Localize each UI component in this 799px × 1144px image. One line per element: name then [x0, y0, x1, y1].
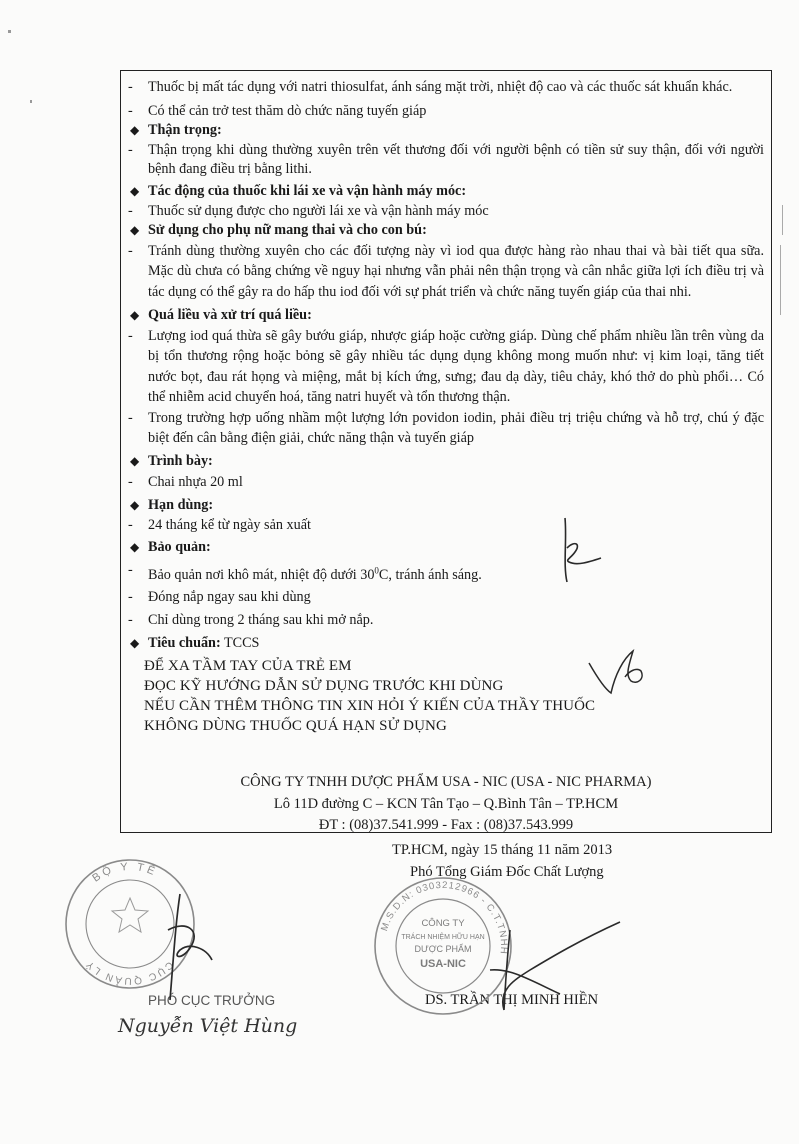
list-item: - Có thể cản trở test thăm dò chức năng tuyến giáp — [128, 102, 427, 119]
list-item: - Đóng nắp ngay sau khi dùng — [128, 589, 311, 606]
svg-text:TRÁCH NHIỆM HỮU HẠN: TRÁCH NHIỆM HỮU HẠN — [401, 934, 485, 941]
svg-text:DƯỢC PHẨM: DƯỢC PHẨM — [414, 944, 472, 954]
authority-signature — [150, 890, 220, 1010]
svg-text:USA-NIC: USA-NIC — [420, 958, 466, 970]
section-heading: ◆ Thận trọng: — [124, 121, 764, 141]
list-item-text: Chỉ dùng trong 2 tháng sau khi mở nắp. — [148, 611, 374, 628]
edge-mark — [8, 30, 11, 33]
diamond-bullet-icon: ◆ — [130, 498, 140, 513]
svg-text:CÔNG TY: CÔNG TY — [421, 918, 465, 929]
section-heading: ◆ Trình bày: — [124, 452, 764, 472]
svg-text:M.S.D.N: 0303212966 - C.T.TNHH: M.S.D.N: 0303212966 - C.T.TNHH — [379, 879, 510, 956]
list-item-text: Thận trọng khi dùng thường xuyên trên vết thương đối với người bệnh có tiền sử suy thận, đối với người bệnh đang điều trị bằng lithi. — [148, 141, 764, 178]
list-item: - Thuốc sử dụng được cho người lái xe và vận hành máy móc — [128, 202, 489, 219]
list-item-text: 24 tháng kể từ ngày sản xuất — [148, 516, 311, 533]
standard-value: TCCS — [220, 635, 260, 652]
authority-name-signature: Nguyễn Việt Hùng — [118, 1015, 298, 1037]
list-item-text: Trong trường hợp uống nhầm một lượng lớn povidon iodin, phải điều trị triệu chứng và hỗ trợ, chú ý đặc biệt đến cân bằng điện giải, chức năng thận và tuyến giáp — [148, 409, 764, 447]
list-item: - Chai nhựa 20 ml — [128, 474, 243, 491]
section-heading: ◆ Tác động của thuốc khi lái xe và vận hành máy móc: — [124, 182, 764, 202]
diamond-bullet-icon: ◆ — [130, 308, 140, 323]
signer-name: DS. TRẦN THỊ MINH HIỀN — [425, 992, 599, 1008]
list-item-text: Có thể cản trở test thăm dò chức năng tuyến giáp — [148, 102, 427, 119]
list-item-text: Thuốc sử dụng được cho người lái xe và vận hành máy móc — [148, 202, 489, 219]
warning-line: KHÔNG DÙNG THUỐC QUÁ HẠN SỬ DỤNG — [144, 717, 447, 734]
edge-mark — [782, 205, 799, 235]
company-address: Lô 11D đường C – KCN Tân Tạo – Q.Bình Tân – TP.HCM — [273, 796, 619, 812]
diamond-bullet-icon: ◆ — [130, 223, 140, 238]
section-heading: ◆ Tiêu chuẩn: TCCS — [124, 634, 764, 654]
deputy-title: Phó Tổng Giám Đốc Chất Lượng — [410, 864, 604, 880]
company-phone: ĐT : (08)37.541.999 - Fax : (08)37.543.999 — [318, 817, 574, 833]
list-item: - 24 tháng kể từ ngày sản xuất — [128, 516, 311, 533]
initials-signature — [545, 510, 625, 590]
edge-mark — [30, 100, 32, 103]
warning-line: ĐỂ XA TẦM TAY CỦA TRẺ EM — [144, 657, 352, 674]
list-item: - Thuốc bị mất tác dụng với natri thiosulfat, ánh sáng mặt trời, nhiệt độ cao và các thuốc sát khuẩn khác. — [128, 79, 733, 95]
list-item-text: Tránh dùng thường xuyên cho các đối tượng này vì iod qua được hàng rào nhau thai và bài tiết qua sữa. Mặc dù chưa có bằng chứng về nguy hại nhưng vẫn phải nên thận trọng và cân nhắc giữa lợi ích điều trị và tác dụng có thể gây ra do hấp thu iod đối với sự phát triển và chức năng tuyến giáp của thai nhi. — [148, 242, 764, 300]
list-item-text: Bảo quản nơi khô mát, nhiệt độ dưới $30^0C$, tránh ánh sáng. — [148, 564, 482, 583]
diamond-bullet-icon: ◆ — [130, 540, 140, 555]
list-item-text: Thuốc bị mất tác dụng với natri thiosulfat, ánh sáng mặt trời, nhiệt độ cao và các thuốc sát khuẩn khác. — [148, 79, 733, 95]
diamond-bullet-icon: ◆ — [130, 183, 140, 198]
authority-title: PHÓ CỤC TRƯỞNG — [148, 993, 276, 1008]
list-item: - Chỉ dùng trong 2 tháng sau khi mở nắp. — [128, 611, 374, 628]
director-signature — [470, 910, 630, 1020]
edge-mark — [780, 245, 799, 315]
diamond-bullet-icon: ◆ — [130, 123, 140, 138]
section-heading: ◆ Bảo quản: — [124, 538, 764, 558]
warning-line: ĐỌC KỸ HƯỚNG DẪN SỬ DỤNG TRƯỚC KHI DÙNG — [144, 677, 504, 694]
company-name: CÔNG TY TNHH DƯỢC PHẨM USA - NIC (USA - NIC PHARMA) — [240, 774, 652, 790]
diamond-bullet-icon: ◆ — [130, 636, 140, 651]
list-item-text: Chai nhựa 20 ml — [148, 474, 243, 491]
warning-line: NẾU CẦN THÊM THÔNG TIN XIN HỎI Ý KIẾN CỦA THẦY THUỐC — [144, 697, 596, 714]
section-heading: ◆ Hạn dùng: — [124, 496, 764, 516]
list-item: - Bảo quản nơi khô mát, nhiệt độ dưới $30^0C$, tránh ánh sáng. — [128, 561, 482, 583]
date-line: TP.HCM, ngày 15 tháng 11 năm 2013 — [392, 842, 613, 858]
list-item: - Lượng iod quá thừa sẽ gây bướu giáp, nhược giáp hoặc cường giáp. Dùng chế phẩm nhiều lần trên vùng da bị tổn thương rộng hoặc bỏng sẽ gây nhiều tác dụng dụng không mong muốn như: vị kim loại, tăng tiết nước bọt, đau rát họng và miệng, mắt bị kích ứng, sưng; đau dạ dày, tiêu chảy, khó thở do phù phổi… Có thể nhiễm acid chuyển hoá, tăng natri huyết và tổn thương thận. — [128, 327, 764, 406]
list-item: - Tránh dùng thường xuyên cho các đối tượng này vì iod qua được hàng rào nhau thai và bài tiết qua sữa. Mặc dù chưa có bằng chứng về nguy hại nhưng vẫn phải nên thận trọng và cân nhắc giữa lợi ích điều trị và tác dụng có thể gây ra do hấp thu iod đối với sự phát triển và chức năng tuyến giáp của thai nhi. — [128, 242, 764, 300]
section-heading: ◆ Quá liều và xử trí quá liều: — [124, 306, 764, 326]
svg-text:CỤC QUẢN LÝ: CỤC QUẢN LÝ — [83, 957, 175, 987]
approval-signature — [585, 645, 655, 700]
diamond-bullet-icon: ◆ — [130, 453, 140, 468]
svg-text:BỘ Y TẾ: BỘ Y TẾ — [90, 860, 160, 885]
list-item: - Trong trường hợp uống nhầm một lượng lớn povidon iodin, phải điều trị triệu chứng và hỗ trợ, chú ý đặc biệt đến cân bằng điện giải, chức năng thận và tuyến giáp — [128, 409, 764, 447]
list-item-text: Lượng iod quá thừa sẽ gây bướu giáp, nhược giáp hoặc cường giáp. Dùng chế phẩm nhiều lần trên vùng da bị tổn thương rộng hoặc bỏng sẽ gây nhiều tác dụng dụng không mong muốn như: vị kim loại, tăng tiết nước bọt, đau rát họng và miệng, mắt bị kích ứng, sưng; đau dạ dày, tiêu chảy, khó thở do phù phổi… Có thể nhiễm acid chuyển hoá, tăng natri huyết và tổn thương thận. — [148, 327, 764, 406]
list-item-text: Đóng nắp ngay sau khi dùng — [148, 589, 311, 606]
leaflet-body — [124, 78, 764, 736]
list-item: - Thận trọng khi dùng thường xuyên trên vết thương đối với người bệnh có tiền sử suy thận, đối với người bệnh đang điều trị bằng lithi. — [128, 141, 764, 178]
section-heading: ◆ Sử dụng cho phụ nữ mang thai và cho con bú: — [124, 221, 764, 241]
